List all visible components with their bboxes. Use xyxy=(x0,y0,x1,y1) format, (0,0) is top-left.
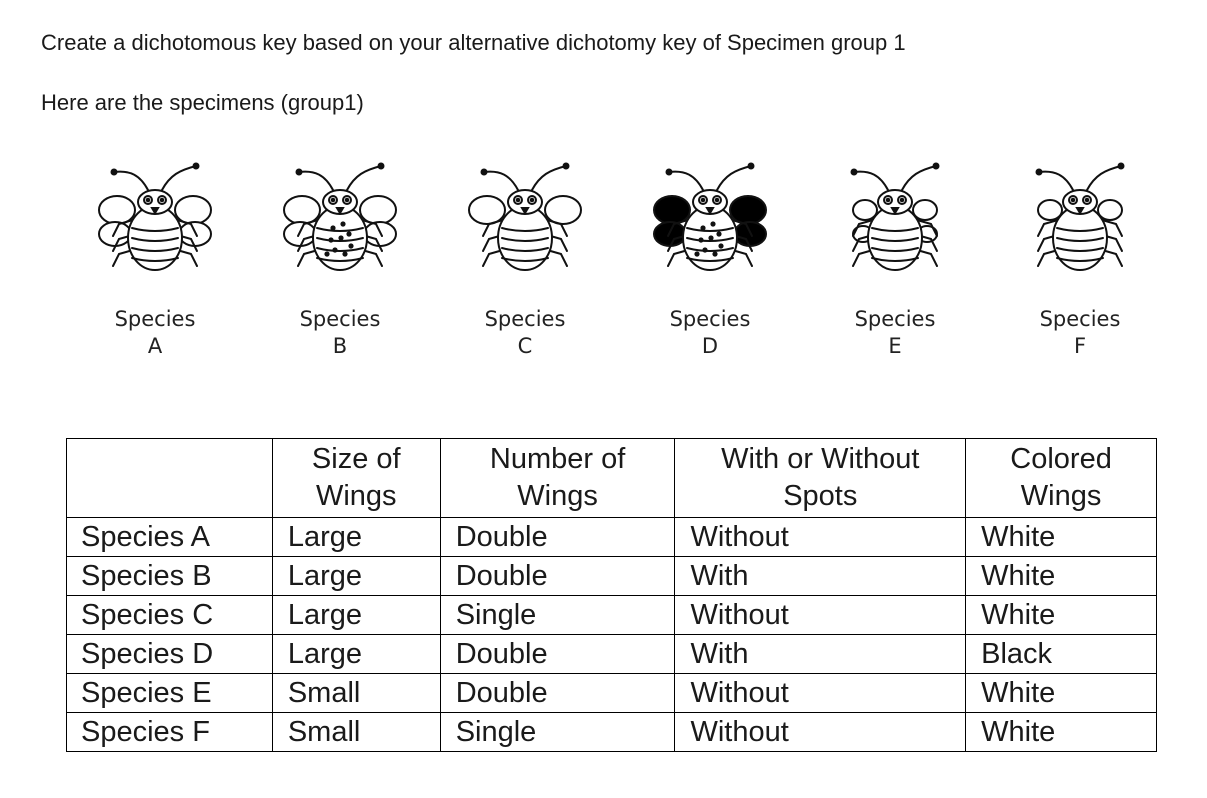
cell-number: Single xyxy=(440,713,675,752)
specimen-label-top: Species xyxy=(854,307,936,331)
specimen-a xyxy=(80,150,230,370)
cell-color: White xyxy=(966,713,1157,752)
cell-spots: With xyxy=(675,557,966,596)
beetle-icon xyxy=(645,150,775,300)
cell-spots: Without xyxy=(675,674,966,713)
header-line: Colored xyxy=(1010,443,1112,475)
row-species-name: Species B xyxy=(67,557,273,596)
row-species-name: Species F xyxy=(67,713,273,752)
instruction-line-1: Create a dichotomous key based on your alternative dichotomy key of Specimen group 1 xyxy=(41,30,906,55)
header-line: Wings xyxy=(517,480,598,512)
specimen-label-top: Species xyxy=(669,307,751,331)
specimen-label-letter: B xyxy=(332,334,348,358)
table-row xyxy=(67,635,1157,674)
cell-size: Small xyxy=(272,713,440,752)
cell-number: Double xyxy=(440,674,675,713)
specimen-label xyxy=(450,306,600,360)
cell-spots: Without xyxy=(675,518,966,557)
specimen-label-letter: E xyxy=(888,334,902,358)
header-line: Spots xyxy=(783,480,858,512)
beetle-icon xyxy=(1015,150,1145,300)
specimen-label-top: Species xyxy=(299,307,381,331)
specimen-label-top: Species xyxy=(484,307,566,331)
beetle-icon xyxy=(460,150,590,300)
cell-color: White xyxy=(966,518,1157,557)
header-line: With or Without xyxy=(721,443,920,475)
table-row xyxy=(67,596,1157,635)
cell-number: Single xyxy=(440,596,675,635)
specimen-f xyxy=(1005,150,1155,370)
table-row xyxy=(67,713,1157,752)
header-colored-wings xyxy=(966,439,1157,518)
cell-spots: With xyxy=(675,635,966,674)
cell-color: Black xyxy=(966,635,1157,674)
beetle-icon xyxy=(275,150,405,300)
specimen-e xyxy=(820,150,970,370)
specimen-label xyxy=(1005,306,1155,360)
cell-size: Large xyxy=(272,557,440,596)
specimen-b xyxy=(265,150,415,370)
row-species-name: Species A xyxy=(67,518,273,557)
header-spots xyxy=(675,439,966,518)
cell-size: Large xyxy=(272,518,440,557)
instruction-line-2: Here are the specimens (group1) xyxy=(41,90,364,115)
specimen-label-letter: F xyxy=(1073,334,1087,358)
header-line: Number of xyxy=(489,443,626,475)
header-size-of-wings xyxy=(272,439,440,518)
table-header-row xyxy=(67,439,1157,518)
cell-number: Double xyxy=(440,557,675,596)
specimen-label-top: Species xyxy=(114,307,196,331)
header-number-of-wings xyxy=(440,439,675,518)
cell-spots: Without xyxy=(675,596,966,635)
header-line: Wings xyxy=(1020,480,1102,512)
table-row xyxy=(67,518,1157,557)
specimen-label xyxy=(80,306,230,360)
traits-table xyxy=(66,438,1157,752)
cell-size: Small xyxy=(272,674,440,713)
row-species-name: Species E xyxy=(67,674,273,713)
table-row xyxy=(67,674,1157,713)
header-line: Wings xyxy=(315,480,397,512)
specimen-label-top: Species xyxy=(1039,307,1121,331)
cell-number: Double xyxy=(440,518,675,557)
cell-spots: Without xyxy=(675,713,966,752)
specimen-label-letter: C xyxy=(517,334,533,358)
header-blank xyxy=(67,439,273,518)
cell-number: Double xyxy=(440,635,675,674)
specimen-label xyxy=(265,306,415,360)
cell-color: White xyxy=(966,674,1157,713)
specimen-label-letter: D xyxy=(701,334,719,358)
cell-color: White xyxy=(966,557,1157,596)
specimen-c xyxy=(450,150,600,370)
cell-color: White xyxy=(966,596,1157,635)
cell-size: Large xyxy=(272,596,440,635)
beetle-icon xyxy=(830,150,960,300)
header-line: Size of xyxy=(311,443,401,475)
specimen-label-letter: A xyxy=(147,334,163,358)
row-species-name: Species C xyxy=(67,596,273,635)
specimen-illustrations xyxy=(80,150,1150,370)
cell-size: Large xyxy=(272,635,440,674)
row-species-name: Species D xyxy=(67,635,273,674)
beetle-icon xyxy=(90,150,220,300)
specimen-label xyxy=(820,306,970,360)
specimen-label xyxy=(635,306,785,360)
table-row xyxy=(67,557,1157,596)
specimen-d xyxy=(635,150,785,370)
